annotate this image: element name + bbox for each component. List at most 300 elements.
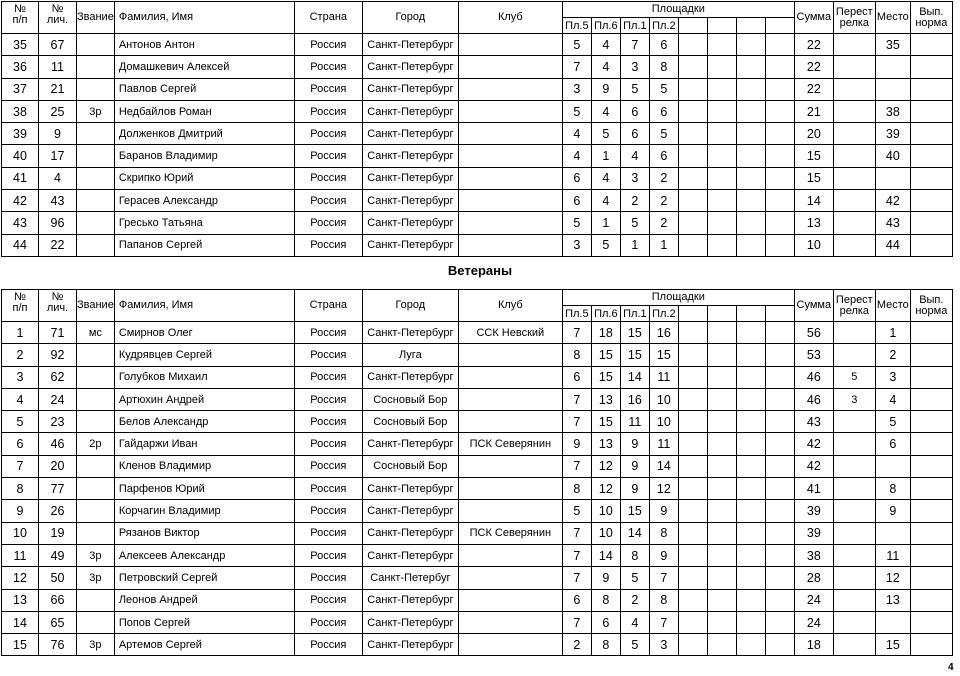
cell-area-7 xyxy=(736,455,765,477)
cell-place: 5 xyxy=(875,411,910,433)
cell-sum: 46 xyxy=(794,388,833,410)
cell-name: Рязанов Виктор xyxy=(114,522,294,544)
cell-sum: 41 xyxy=(794,478,833,500)
cell-licence: 67 xyxy=(39,34,77,56)
cell-place: 3 xyxy=(875,366,910,388)
cell-sum: 24 xyxy=(794,611,833,633)
cell-name: Белов Александр xyxy=(114,411,294,433)
table-row xyxy=(2,123,953,145)
cell-city: Санкт-Петербург xyxy=(362,478,458,500)
cell-club: ПСК Северянин xyxy=(458,522,562,544)
table-row xyxy=(2,455,953,477)
cell-area-8 xyxy=(765,34,794,56)
cell-rank xyxy=(77,34,115,56)
cell-area-7 xyxy=(736,100,765,122)
header-country: Страна xyxy=(294,2,362,34)
cell-area-4: 8 xyxy=(649,522,678,544)
cell-shootoff xyxy=(833,123,875,145)
cell-city: Санкт-Петербург xyxy=(362,145,458,167)
cell-sum: 22 xyxy=(794,34,833,56)
cell-club xyxy=(458,500,562,522)
cell-club xyxy=(458,544,562,566)
header-area-3: Пл.1 xyxy=(620,18,649,34)
cell-area-8 xyxy=(765,190,794,212)
cell-city: Сосновый Бор xyxy=(362,411,458,433)
cell-area-5 xyxy=(678,589,707,611)
cell-area-2: 12 xyxy=(591,455,620,477)
cell-club xyxy=(458,234,562,256)
cell-rank xyxy=(77,167,115,189)
cell-licence: 50 xyxy=(39,567,77,589)
cell-club: ССК Невский xyxy=(458,322,562,344)
cell-licence: 20 xyxy=(39,455,77,477)
cell-club xyxy=(458,567,562,589)
cell-area-2: 1 xyxy=(591,212,620,234)
cell-club xyxy=(458,212,562,234)
table-row xyxy=(2,411,953,433)
cell-area-8 xyxy=(765,611,794,633)
cell-country: Россия xyxy=(294,344,362,366)
cell-country: Россия xyxy=(294,167,362,189)
cell-place: 4 xyxy=(875,388,910,410)
cell-name: Недбайлов Роман xyxy=(114,100,294,122)
cell-area-8 xyxy=(765,322,794,344)
cell-rank xyxy=(77,522,115,544)
cell-rank xyxy=(77,455,115,477)
cell-licence: 96 xyxy=(39,212,77,234)
cell-area-6 xyxy=(707,455,736,477)
cell-name: Баранов Владимир xyxy=(114,145,294,167)
cell-area-5 xyxy=(678,611,707,633)
cell-area-1: 7 xyxy=(562,544,591,566)
cell-licence: 26 xyxy=(39,500,77,522)
cell-area-2: 8 xyxy=(591,589,620,611)
cell-name: Гресько Татьяна xyxy=(114,212,294,234)
table-row xyxy=(2,433,953,455)
cell-area-5 xyxy=(678,322,707,344)
cell-country: Россия xyxy=(294,500,362,522)
cell-licence: 22 xyxy=(39,234,77,256)
header-area-4: Пл.2 xyxy=(649,18,678,34)
cell-area-4: 9 xyxy=(649,544,678,566)
cell-norm xyxy=(910,500,952,522)
cell-area-3: 3 xyxy=(620,167,649,189)
cell-country: Россия xyxy=(294,433,362,455)
cell-area-8 xyxy=(765,56,794,78)
cell-area-7 xyxy=(736,388,765,410)
cell-sum: 56 xyxy=(794,322,833,344)
cell-area-3: 2 xyxy=(620,589,649,611)
cell-club xyxy=(458,634,562,656)
cell-area-2: 5 xyxy=(591,123,620,145)
table-row xyxy=(2,634,953,656)
cell-area-4: 2 xyxy=(649,167,678,189)
cell-shootoff xyxy=(833,34,875,56)
cell-area-4: 6 xyxy=(649,34,678,56)
cell-country: Россия xyxy=(294,100,362,122)
table-row xyxy=(2,366,953,388)
cell-place xyxy=(875,56,910,78)
cell-area-5 xyxy=(678,411,707,433)
table-header-row xyxy=(2,2,953,18)
cell-area-6 xyxy=(707,100,736,122)
cell-area-5 xyxy=(678,167,707,189)
cell-name: Гайдаржи Иван xyxy=(114,433,294,455)
header-area-6 xyxy=(707,306,736,322)
table-header-row xyxy=(2,290,953,306)
cell-place: 39 xyxy=(875,123,910,145)
table-row xyxy=(2,388,953,410)
cell-area-8 xyxy=(765,234,794,256)
header-city: Город xyxy=(362,290,458,322)
cell-norm xyxy=(910,167,952,189)
cell-num: 39 xyxy=(2,123,39,145)
cell-norm xyxy=(910,56,952,78)
cell-club xyxy=(458,344,562,366)
cell-shootoff xyxy=(833,455,875,477)
header-area-2: Пл.6 xyxy=(591,18,620,34)
cell-shootoff xyxy=(833,344,875,366)
cell-city: Санкт-Петербург xyxy=(362,322,458,344)
table-row xyxy=(2,589,953,611)
cell-sum: 10 xyxy=(794,234,833,256)
table-row xyxy=(2,234,953,256)
cell-place: 8 xyxy=(875,478,910,500)
cell-place: 42 xyxy=(875,190,910,212)
cell-area-6 xyxy=(707,611,736,633)
cell-area-3: 6 xyxy=(620,123,649,145)
cell-norm xyxy=(910,478,952,500)
cell-place: 43 xyxy=(875,212,910,234)
cell-name: Антонов Антон xyxy=(114,34,294,56)
header-area-5 xyxy=(678,306,707,322)
cell-area-7 xyxy=(736,634,765,656)
cell-norm xyxy=(910,190,952,212)
cell-sum: 15 xyxy=(794,145,833,167)
cell-area-4: 1 xyxy=(649,234,678,256)
cell-area-8 xyxy=(765,500,794,522)
cell-licence: 24 xyxy=(39,388,77,410)
cell-area-1: 7 xyxy=(562,522,591,544)
cell-norm xyxy=(910,234,952,256)
cell-city: Санкт-Петербург xyxy=(362,34,458,56)
cell-place: 38 xyxy=(875,100,910,122)
cell-shootoff xyxy=(833,56,875,78)
cell-area-1: 2 xyxy=(562,634,591,656)
cell-area-5 xyxy=(678,388,707,410)
cell-num: 2 xyxy=(2,344,39,366)
cell-city: Санкт-Петербург xyxy=(362,167,458,189)
cell-area-6 xyxy=(707,56,736,78)
cell-area-5 xyxy=(678,455,707,477)
cell-club xyxy=(458,411,562,433)
cell-area-5 xyxy=(678,145,707,167)
cell-area-2: 18 xyxy=(591,322,620,344)
cell-rank: мс xyxy=(77,322,115,344)
cell-rank xyxy=(77,78,115,100)
header-area-2: Пл.6 xyxy=(591,306,620,322)
table-row xyxy=(2,100,953,122)
cell-rank: 2р xyxy=(77,433,115,455)
cell-sum: 20 xyxy=(794,123,833,145)
cell-area-4: 10 xyxy=(649,411,678,433)
cell-area-7 xyxy=(736,567,765,589)
cell-name: Кудрявцев Сергей xyxy=(114,344,294,366)
cell-area-7 xyxy=(736,212,765,234)
cell-area-4: 2 xyxy=(649,212,678,234)
cell-area-8 xyxy=(765,589,794,611)
cell-city: Санкт-Петербург xyxy=(362,100,458,122)
cell-club xyxy=(458,34,562,56)
cell-shootoff xyxy=(833,611,875,633)
header-country: Страна xyxy=(294,290,362,322)
cell-name: Артюхин Андрей xyxy=(114,388,294,410)
cell-area-6 xyxy=(707,145,736,167)
cell-norm xyxy=(910,322,952,344)
cell-area-4: 3 xyxy=(649,634,678,656)
cell-area-7 xyxy=(736,78,765,100)
cell-area-3: 8 xyxy=(620,544,649,566)
cell-shootoff xyxy=(833,167,875,189)
cell-licence: 19 xyxy=(39,522,77,544)
cell-sum: 13 xyxy=(794,212,833,234)
cell-licence: 62 xyxy=(39,366,77,388)
cell-city: Санкт-Петербург xyxy=(362,190,458,212)
cell-name: Корчагин Владимир xyxy=(114,500,294,522)
cell-area-7 xyxy=(736,544,765,566)
header-sum: Сумма xyxy=(794,2,833,34)
cell-city: Санкт-Петербург xyxy=(362,234,458,256)
cell-num: 40 xyxy=(2,145,39,167)
cell-area-1: 6 xyxy=(562,589,591,611)
cell-area-2: 4 xyxy=(591,190,620,212)
cell-rank xyxy=(77,123,115,145)
cell-country: Россия xyxy=(294,411,362,433)
cell-area-6 xyxy=(707,589,736,611)
cell-name: Смирнов Олег xyxy=(114,322,294,344)
cell-licence: 77 xyxy=(39,478,77,500)
header-sum: Сумма xyxy=(794,290,833,322)
cell-city: Санкт-Петербург xyxy=(362,78,458,100)
cell-area-3: 1 xyxy=(620,234,649,256)
header-area-7 xyxy=(736,18,765,34)
cell-num: 1 xyxy=(2,322,39,344)
cell-rank xyxy=(77,234,115,256)
cell-area-5 xyxy=(678,56,707,78)
cell-norm xyxy=(910,433,952,455)
cell-licence: 43 xyxy=(39,190,77,212)
cell-country: Россия xyxy=(294,78,362,100)
cell-sum: 38 xyxy=(794,544,833,566)
cell-country: Россия xyxy=(294,190,362,212)
cell-area-8 xyxy=(765,522,794,544)
cell-club xyxy=(458,388,562,410)
header-licence: № лич. xyxy=(39,2,77,34)
cell-area-7 xyxy=(736,145,765,167)
cell-area-6 xyxy=(707,212,736,234)
cell-place: 35 xyxy=(875,34,910,56)
table-row xyxy=(2,500,953,522)
cell-area-5 xyxy=(678,344,707,366)
cell-area-1: 7 xyxy=(562,56,591,78)
cell-area-6 xyxy=(707,123,736,145)
cell-rank xyxy=(77,411,115,433)
cell-area-5 xyxy=(678,544,707,566)
cell-norm xyxy=(910,145,952,167)
cell-area-6 xyxy=(707,478,736,500)
cell-area-8 xyxy=(765,100,794,122)
cell-area-7 xyxy=(736,190,765,212)
cell-area-7 xyxy=(736,366,765,388)
cell-norm xyxy=(910,567,952,589)
table-row xyxy=(2,212,953,234)
cell-shootoff xyxy=(833,190,875,212)
cell-shootoff xyxy=(833,589,875,611)
cell-licence: 49 xyxy=(39,544,77,566)
cell-licence: 9 xyxy=(39,123,77,145)
cell-area-2: 4 xyxy=(591,56,620,78)
cell-city: Санкт-Петербург xyxy=(362,522,458,544)
cell-area-1: 3 xyxy=(562,78,591,100)
cell-shootoff xyxy=(833,411,875,433)
cell-area-1: 6 xyxy=(562,190,591,212)
cell-area-8 xyxy=(765,634,794,656)
cell-area-3: 3 xyxy=(620,56,649,78)
header-club: Клуб xyxy=(458,290,562,322)
cell-norm xyxy=(910,78,952,100)
cell-area-4: 8 xyxy=(649,589,678,611)
cell-area-3: 5 xyxy=(620,78,649,100)
cell-name: Парфенов Юрий xyxy=(114,478,294,500)
cell-area-2: 15 xyxy=(591,411,620,433)
cell-num: 8 xyxy=(2,478,39,500)
cell-sum: 42 xyxy=(794,433,833,455)
cell-area-6 xyxy=(707,388,736,410)
cell-city: Санкт-Петербург xyxy=(362,500,458,522)
cell-rank xyxy=(77,388,115,410)
cell-country: Россия xyxy=(294,455,362,477)
cell-area-7 xyxy=(736,56,765,78)
table-row xyxy=(2,567,953,589)
cell-area-3: 5 xyxy=(620,634,649,656)
cell-city: Санкт-Петербург xyxy=(362,366,458,388)
cell-club: ПСК Северянин xyxy=(458,433,562,455)
cell-area-5 xyxy=(678,190,707,212)
header-area-5 xyxy=(678,18,707,34)
cell-area-5 xyxy=(678,78,707,100)
cell-city: Сосновый Бор xyxy=(362,455,458,477)
cell-area-3: 6 xyxy=(620,100,649,122)
cell-place xyxy=(875,455,910,477)
cell-area-7 xyxy=(736,589,765,611)
cell-area-8 xyxy=(765,366,794,388)
cell-city: Санкт-Петербург xyxy=(362,212,458,234)
cell-norm xyxy=(910,411,952,433)
cell-area-6 xyxy=(707,544,736,566)
cell-licence: 66 xyxy=(39,589,77,611)
cell-licence: 25 xyxy=(39,100,77,122)
cell-num: 7 xyxy=(2,455,39,477)
cell-area-4: 9 xyxy=(649,500,678,522)
cell-club xyxy=(458,123,562,145)
cell-area-1: 6 xyxy=(562,167,591,189)
cell-area-8 xyxy=(765,78,794,100)
page-number: 4 xyxy=(948,662,954,673)
cell-area-4: 5 xyxy=(649,78,678,100)
cell-area-2: 4 xyxy=(591,100,620,122)
cell-place xyxy=(875,611,910,633)
cell-name: Герасев Александр xyxy=(114,190,294,212)
cell-area-4: 7 xyxy=(649,567,678,589)
cell-area-4: 16 xyxy=(649,322,678,344)
cell-shootoff xyxy=(833,567,875,589)
cell-name: Папанов Сергей xyxy=(114,234,294,256)
cell-city: Луга xyxy=(362,344,458,366)
cell-country: Россия xyxy=(294,145,362,167)
header-licence: № лич. xyxy=(39,290,77,322)
cell-area-6 xyxy=(707,567,736,589)
cell-norm xyxy=(910,123,952,145)
cell-area-1: 4 xyxy=(562,123,591,145)
header-area-8 xyxy=(765,306,794,322)
cell-norm xyxy=(910,344,952,366)
cell-area-6 xyxy=(707,190,736,212)
cell-shootoff xyxy=(833,78,875,100)
cell-shootoff xyxy=(833,478,875,500)
cell-num: 12 xyxy=(2,567,39,589)
cell-num: 15 xyxy=(2,634,39,656)
cell-country: Россия xyxy=(294,388,362,410)
cell-area-2: 13 xyxy=(591,433,620,455)
cell-area-7 xyxy=(736,411,765,433)
cell-sum: 28 xyxy=(794,567,833,589)
header-shootoff: Перест релка xyxy=(833,290,875,322)
cell-country: Россия xyxy=(294,522,362,544)
cell-area-3: 14 xyxy=(620,522,649,544)
cell-licence: 92 xyxy=(39,344,77,366)
header-rank: Звание xyxy=(77,290,115,322)
header-place: Место xyxy=(875,2,910,34)
cell-area-7 xyxy=(736,34,765,56)
cell-rank xyxy=(77,589,115,611)
cell-area-1: 4 xyxy=(562,145,591,167)
cell-name: Кленов Владимир xyxy=(114,455,294,477)
cell-club xyxy=(458,190,562,212)
cell-place: 6 xyxy=(875,433,910,455)
header-area-3: Пл.1 xyxy=(620,306,649,322)
cell-club xyxy=(458,167,562,189)
cell-place: 15 xyxy=(875,634,910,656)
cell-area-8 xyxy=(765,478,794,500)
table-row xyxy=(2,190,953,212)
cell-area-3: 15 xyxy=(620,344,649,366)
cell-area-6 xyxy=(707,234,736,256)
cell-city: Санкт-Петербург xyxy=(362,589,458,611)
cell-area-1: 7 xyxy=(562,411,591,433)
cell-area-4: 6 xyxy=(649,145,678,167)
cell-area-3: 2 xyxy=(620,190,649,212)
cell-rank xyxy=(77,212,115,234)
cell-name: Павлов Сергей xyxy=(114,78,294,100)
cell-country: Россия xyxy=(294,322,362,344)
cell-area-2: 10 xyxy=(591,522,620,544)
cell-shootoff xyxy=(833,522,875,544)
cell-licence: 4 xyxy=(39,167,77,189)
header-num: № п/п xyxy=(2,2,39,34)
cell-city: Сосновый Бор xyxy=(362,388,458,410)
cell-area-8 xyxy=(765,388,794,410)
header-area-1: Пл.5 xyxy=(562,18,591,34)
